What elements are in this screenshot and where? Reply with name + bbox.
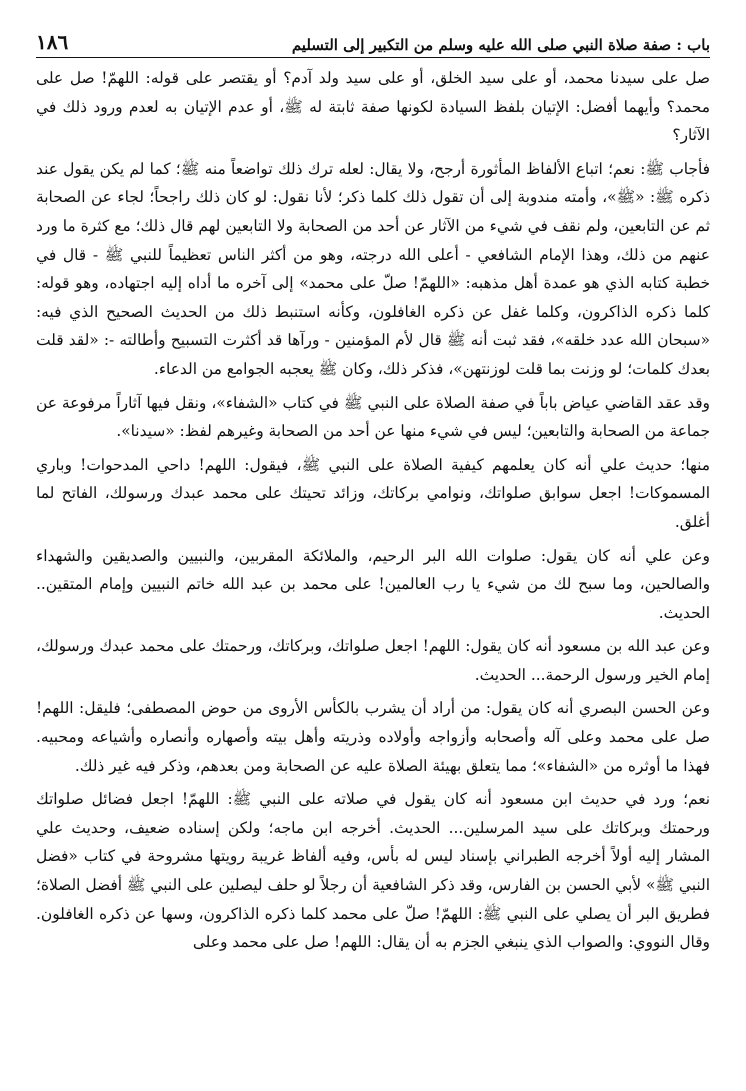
page-number: ١٨٦ <box>36 30 69 54</box>
paragraph: منها؛ حديث علي أنه كان يعلمهم كيفية الصلاة على النبي ﷺ، فيقول: اللهم! داحي المدحوات! وباري المسموكات! اجعل سوابق صلواتك، ونوامي بركاتك، وزائد تحيتك على محمد عبدك ورسولك، الفاتح لما أغلق. <box>36 455 710 531</box>
chapter-title: باب : صفة صلاة النبي صلى الله عليه وسلم من التكبير إلى التسليم <box>291 36 710 54</box>
paragraph: وعن عبد الله بن مسعود أنه كان يقول: اللهم! اجعل صلواتك، وبركاتك، ورحمتك على محمد عبدك ورسولك، إمام الخير ورسول الرحمة... الحديث. <box>36 637 710 684</box>
paragraph: وعن الحسن البصري أنه كان يقول: من أراد أن يشرب بالكأس الأروى من حوض المصطفى؛ فليقل: اللهم! صل على محمد وعلى آله وأصحابه وأزواجه وأولاده وذريته وأهل بيته وأصهاره وأنصاره وأشياعه ومحبيه. فهذا ما أوثره من «الشفاء»؛ مما يتعلق بهيئة الصلاة عليه عن الصحابة ومن بعدهم، وذكر فيه غير ذلك. <box>36 699 710 775</box>
page-body <box>36 64 710 957</box>
running-header <box>36 24 710 58</box>
paragraph: فأجاب ﷺ: نعم؛ اتباع الألفاظ المأثورة أرجح، ولا يقال: لعله ترك ذلك تواضعاً منه ﷺ؛ كما لم يكن يقول عند ذكره ﷺ: «ﷺ»، وأمته مندوبة إلى أن تقول ذلك كلما ذكر؛ لأنا نقول: لو كان ذلك راجحاً؛ لجاء عن الصحابة ثم عن التابعين، ولم نقف في شيء من الآثار عن أحد من الصحابة ولا التابعين لهم قال ذلك؛ مع كثرة ما ورد عنهم من ذلك، وهذا الإمام الشافعي - أعلى الله درجته، وهو من أكثر الناس تعظيماً للنبي ﷺ - قال في خطبة كتابه الذي هو عمدة أهل مذهبه: «اللهمّ! صلّ على محمد» إلى آخره ما أداه إليه اجتهاده، وهو قوله: كلما ذكره الذاكرون، وكلما غفل عن ذكره الغافلون، وكأنه استنبط ذلك من الحديث الصحيح الذي فيه: «سبحان الله عدد خلقه»، فقد ثبت أنه ﷺ قال لأم المؤمنين - ورآها قد أكثرت التسبيح وأطالته -: «لقد قلت بعدك كلمات؛ لو وزنت بما قلت لوزنتهن»، فذكر ذلك، وكان ﷺ يعجبه الجوامع من الدعاء. <box>36 159 710 378</box>
paragraph: صل على سيدنا محمد، أو على سيد الخلق، أو على سيد ولد آدم؟ أو يقتصر على قوله: اللهمّ! صل على محمد؟ وأيهما أفضل: الإتيان بلفظ السيادة لكونها صفة ثابتة له ﷺ، أو عدم الإتيان به لعدم ورود ذلك في الآثار؟ <box>36 69 710 145</box>
paragraph: وعن علي أنه كان يقول: صلوات الله البر الرحيم، والملائكة المقربين، والنبيين والصديقين والشهداء والصالحين، وما سبح لك من شيء يا رب العالمين! على محمد بن عبد الله خاتم النبيين وإمام المتقين.. الحديث. <box>36 546 710 622</box>
paragraph: وقد عقد القاضي عياض باباً في صفة الصلاة على النبي ﷺ في كتاب «الشفاء»، ونقل فيها آثاراً مرفوعة عن جماعة من الصحابة والتابعين؛ ليس في شيء منها عن أحد من الصحابة وغيرهم لفظ: «سيدنا». <box>36 393 710 441</box>
paragraph: نعم؛ ورد في حديث ابن مسعود أنه كان يقول في صلاته على النبي ﷺ: اللهمّ! اجعل فضائل صلواتك ورحمتك وبركاتك على سيد المرسلين... الحديث. أخرجه ابن ماجه؛ ولكن إسناده ضعيف، وحديث علي المشار إليه أولاً أخرجه الطبراني بإسناد ليس له بأس، وفيه ألفاظ غريبة رويتها مشروحة في كتاب «فضل النبي ﷺ» لأبي الحسن بن الفارس، وقد ذكر الشافعية أن رجلاً لو حلف ليصلين على النبي ﷺ أفضل الصلاة؛ فطريق البر أن يصلي على النبي ﷺ: اللهمّ! صلّ على محمد كلما ذكره الذاكرون، وسها عن ذكره الغافلون. وقال النووي: والصواب الذي ينبغي الجزم به أن يقال: اللهم! صل على محمد وعلى <box>36 790 710 952</box>
